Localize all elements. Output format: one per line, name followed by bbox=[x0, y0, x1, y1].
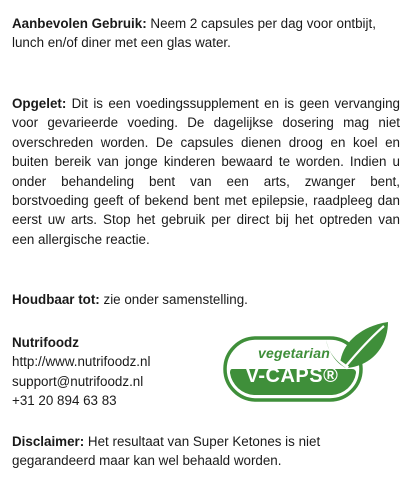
warning-paragraph bbox=[12, 94, 400, 249]
usage-text: Neem 2 capsules per dag voor ontbijt, lunch en/of diner met een glas water. bbox=[12, 16, 376, 51]
company-name: Nutrifoodz bbox=[12, 335, 79, 350]
shelf-life-paragraph bbox=[12, 290, 400, 309]
contact-block bbox=[12, 333, 212, 411]
vcaps-badge-graphic bbox=[222, 320, 390, 404]
badge-vegetarian-text: vegetarian bbox=[257, 345, 331, 361]
vegetarian-vcaps-badge bbox=[222, 320, 390, 404]
email-link[interactable]: support@nutrifoodz.nl bbox=[12, 373, 144, 389]
website-link[interactable]: http://www.nutrifoodz.nl bbox=[12, 354, 151, 370]
usage-paragraph bbox=[12, 14, 400, 53]
disclaimer-text: Het resultaat van Super Ketones is niet gegarandeerd maar kan wel behaald worden. bbox=[12, 434, 321, 469]
warning-text: Dit is een voedingssupplement en is geen vervanging voor gevarieerde voeding. De dagelijkse dosering mag niet overschreden worden. De capsules dienen droog en koel en buiten bereik van jonge kinderen bewaard te worden. Indien u onder behandeling bent van een arts, zwanger bent, borstvoeding geeft of bekend bent met epilepsie, raadpleeg dan eerst uw arts. Stop het gebruik per direct bij het optreden van een allergische reactie. bbox=[12, 96, 400, 247]
usage-label: Aanbevolen Gebruik: bbox=[12, 16, 147, 31]
disclaimer-label: Disclaimer: bbox=[12, 434, 85, 449]
shelf-life-text: zie onder samenstelling. bbox=[99, 292, 248, 307]
warning-label: Opgelet: bbox=[12, 96, 67, 111]
badge-vcaps-text: V-CAPS® bbox=[245, 365, 339, 387]
phone-number: +31 20 894 63 83 bbox=[12, 393, 117, 409]
shelf-life-label: Houdbaar tot: bbox=[12, 292, 100, 307]
disclaimer-paragraph bbox=[12, 432, 400, 471]
